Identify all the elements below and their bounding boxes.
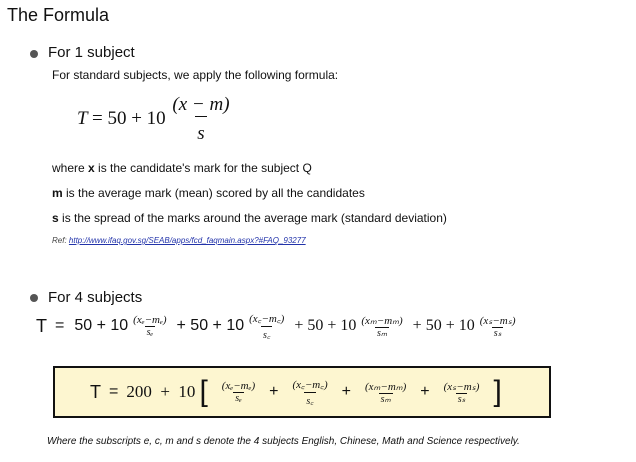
term-numerator: (xₛ−mₛ)	[479, 314, 516, 327]
page-title: The Formula	[7, 5, 110, 25]
term-prefix: 50 + 10	[74, 317, 129, 334]
definition-symbol: m	[52, 186, 63, 200]
definition-symbol: x	[88, 161, 95, 175]
definition-x	[52, 161, 312, 175]
definition-text: is the average mark (mean) scored by all the candidates	[62, 186, 365, 200]
boxed-formula	[90, 371, 502, 413]
formula-fraction	[170, 94, 231, 145]
term-denominator: s꜀	[261, 326, 272, 341]
section1-intro: For standard subjects, we apply the following formula:	[52, 68, 339, 82]
formula-denominator: s	[195, 116, 206, 145]
formula-eq: =	[91, 107, 103, 129]
boxed-term-fraction	[290, 377, 329, 407]
reference-label: Ref:	[52, 236, 67, 245]
term-prefix: + 50 + 10	[294, 317, 357, 334]
boxed-term-denominator: sₛ	[457, 393, 466, 405]
boxed-term-fraction	[220, 380, 257, 404]
reference	[52, 236, 306, 245]
close-bracket: ]	[493, 375, 502, 408]
definition-m	[52, 186, 365, 200]
section2-heading: For 4 subjects	[48, 289, 143, 306]
formula-lhs: T	[77, 107, 88, 129]
term-prefix: + 50 + 10	[412, 317, 475, 334]
term-fraction	[247, 311, 286, 341]
formula-numerator: (x − m)	[172, 94, 230, 115]
section1-heading: For 1 subject	[48, 44, 135, 61]
plus-sign: +	[420, 383, 430, 400]
plus-sign: +	[341, 383, 351, 400]
term-prefix: + 50 + 10	[176, 317, 245, 334]
boxed-term-fraction	[442, 380, 482, 405]
single-subject-formula	[77, 94, 232, 145]
boxed-term-numerator: (x꜀−m꜀)	[292, 379, 328, 391]
boxed-term-numerator: (xₑ−mₑ)	[221, 380, 256, 392]
definition-text: is the candidate's mark for the subject Q	[94, 161, 312, 175]
formula-prefix: 50 + 10	[107, 107, 166, 129]
definition-text: is the spread of the marks around the average mark (standard deviation)	[58, 211, 447, 225]
open-bracket: [	[199, 375, 208, 408]
four-subject-formula	[36, 311, 518, 341]
term-numerator: (x꜀−m꜀)	[249, 313, 285, 325]
plus-sign: +	[269, 383, 279, 400]
bullet-icon	[30, 294, 38, 302]
bullet-icon	[30, 50, 38, 58]
term-fraction	[359, 314, 404, 339]
term-denominator: sₘ	[376, 327, 388, 339]
definition-s	[52, 211, 447, 225]
definition-prefix: where	[52, 161, 89, 175]
definition-symbol: s	[52, 211, 59, 225]
term-denominator: sₛ	[493, 327, 502, 339]
formula-eq: =	[55, 317, 65, 334]
boxed-lhs: T	[90, 381, 101, 402]
boxed-prefix: 200 + 10	[126, 382, 196, 401]
boxed-term-denominator: s꜀	[304, 392, 315, 407]
term-numerator: (xₑ−mₑ)	[133, 314, 167, 326]
term-numerator: (xₘ−mₘ)	[361, 314, 403, 327]
term-denominator: sₑ	[146, 327, 154, 338]
caption: Where the subscripts e, c, m and s denote the 4 subjects English, Chinese, Math and Science respectively.	[47, 436, 520, 447]
reference-link[interactable]: http://www.ifaq.gov.sg/SEAB/apps/fcd_faqmain.aspx?#FAQ_93277	[68, 236, 306, 245]
boxed-term-fraction	[363, 380, 408, 405]
formula-lhs: T	[36, 315, 47, 336]
term-fraction	[478, 314, 518, 339]
term-fraction	[131, 314, 168, 338]
boxed-term-numerator: (xₛ−mₛ)	[443, 380, 480, 393]
boxed-term-denominator: sₘ	[380, 393, 391, 405]
boxed-term-denominator: sₑ	[235, 393, 242, 404]
boxed-eq: =	[109, 383, 119, 400]
boxed-term-numerator: (xₘ−mₘ)	[365, 380, 407, 393]
